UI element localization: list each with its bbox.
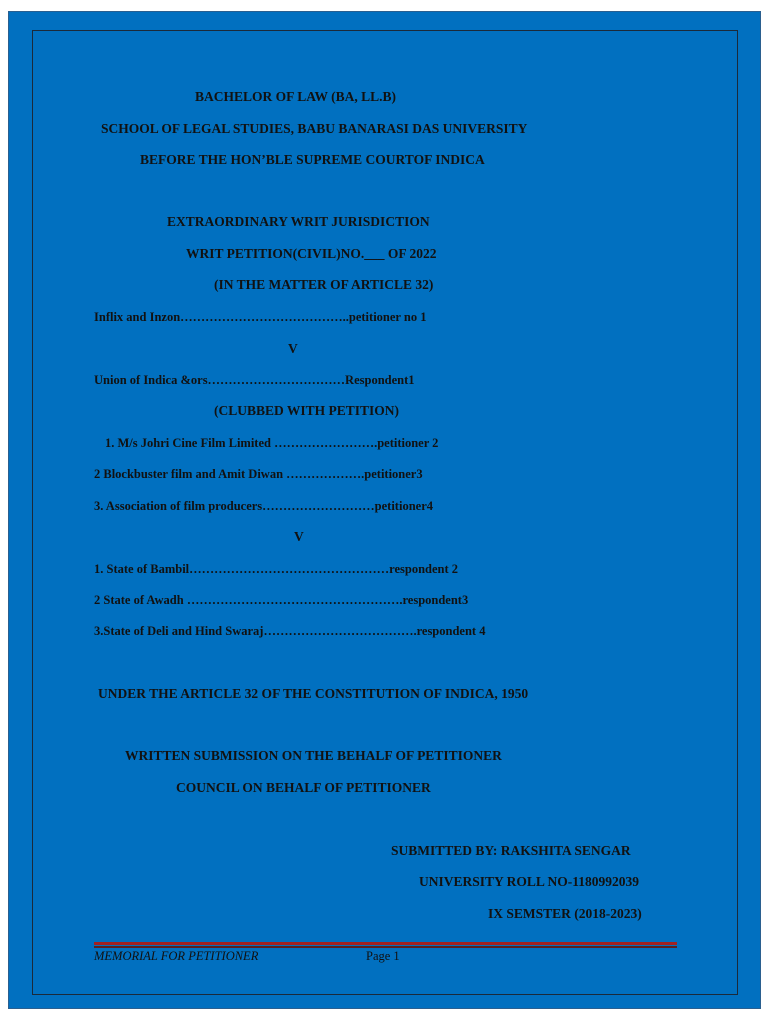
clubbed-respondent-2: 2 State of Awadh …………………………………………….respondent3 (94, 593, 469, 607)
page-number: Page 1 (366, 949, 400, 963)
footer-rule (94, 942, 677, 945)
footer-title: MEMORIAL FOR PETITIONER (94, 949, 259, 963)
versus-main: V (288, 341, 298, 356)
submitted-by: SUBMITTED BY: RAKSHITA SENGAR (391, 843, 631, 858)
degree-title: BACHELOR OF LAW (BA, LL.B) (195, 89, 397, 104)
main-respondent: Union of Indica &ors……………………………Respondent1 (94, 373, 415, 387)
semester: IX SEMSTER (2018-2023) (488, 906, 642, 921)
matter-line: (IN THE MATTER OF ARTICLE 32) (214, 277, 434, 292)
roll-number: UNIVERSITY ROLL NO-1180992039 (419, 874, 640, 889)
clubbed-petitioner-3: 3. Association of film producers………………………petitioner4 (94, 499, 433, 513)
clubbed-respondent-1: 1. State of Bambil…………………………………………respondent 2 (94, 562, 459, 576)
cover-page (8, 11, 761, 1009)
clubbed-petitioner-2: 2 Blockbuster film and Amit Diwan ……………….petitioner3 (94, 467, 423, 481)
versus-clubbed: V (294, 529, 304, 544)
school-title: SCHOOL OF LEGAL STUDIES, BABU BANARASI DAS UNIVERSITY (101, 121, 528, 136)
court-title: BEFORE THE HON’BLE SUPREME COURTOF INDICA (140, 152, 485, 167)
submission-title: WRITTEN SUBMISSION ON THE BEHALF OF PETITIONER (125, 748, 502, 763)
petition-number: WRIT PETITION(CIVIL)NO.___ OF 2022 (186, 246, 437, 261)
clubbed-heading: (CLUBBED WITH PETITION) (214, 403, 400, 418)
council-line: COUNCIL ON BEHALF OF PETITIONER (176, 780, 431, 795)
clubbed-petitioner-1: 1. M/s Johri Cine Film Limited …………………….petitioner 2 (105, 436, 439, 450)
clubbed-respondent-3: 3.State of Deli and Hind Swaraj……………………………….respondent 4 (94, 624, 486, 638)
main-petitioner: Inflix and Inzon…………………………………..petitioner no 1 (94, 310, 427, 324)
constitution-line: UNDER THE ARTICLE 32 OF THE CONSTITUTION OF INDICA, 1950 (98, 686, 529, 701)
footer-rule-shadow (94, 946, 677, 948)
jurisdiction-title: EXTRAORDINARY WRIT JURISDICTION (167, 214, 430, 229)
